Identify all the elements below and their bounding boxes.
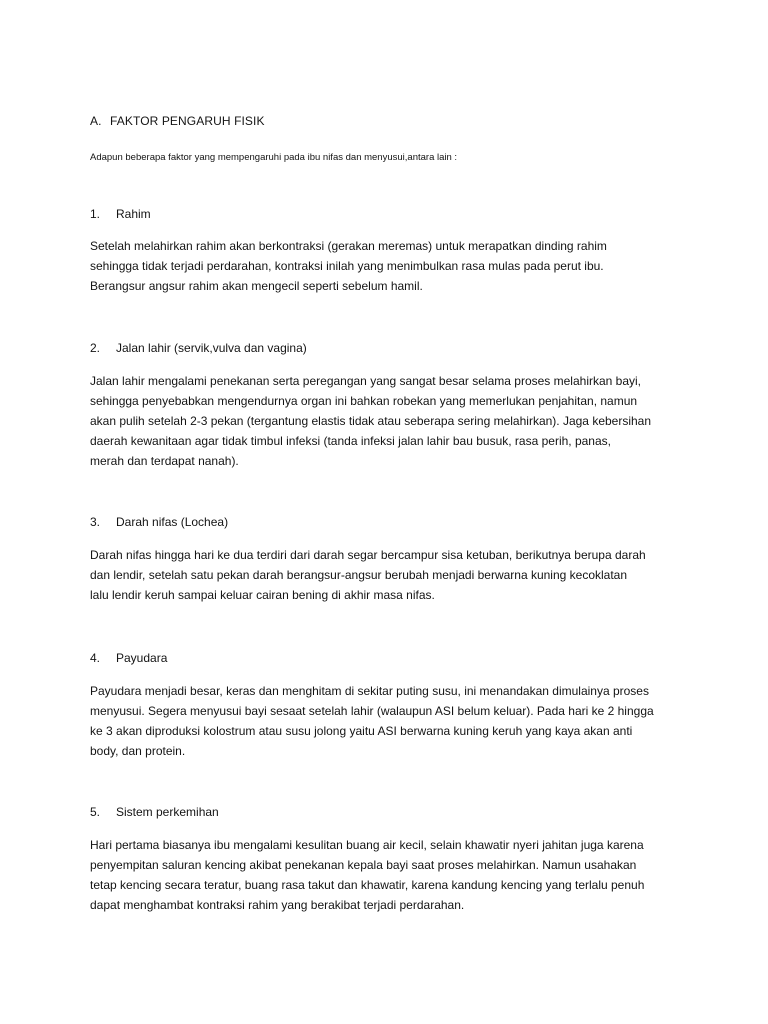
paragraph-line: akan pulih setelah 2-3 pekan (tergantung elastis tidak atau seberapa sering melahirkan). Jaga kebersihan — [90, 414, 652, 428]
subsection-title-text: Sistem perkemihan — [116, 805, 219, 819]
paragraph-line: dapat menghambat kontraksi rahim yang berakibat terjadi perdarahan. — [90, 898, 465, 912]
subsection-number: 4. — [90, 651, 101, 665]
subsection-title-jalan-lahir — [90, 341, 307, 355]
paragraph-line: Setelah melahirkan rahim akan berkontraksi (gerakan meremas) untuk merapatkan dinding rahim — [90, 239, 607, 253]
paragraph-darah-nifas — [90, 545, 690, 605]
subsection-number: 3. — [90, 515, 101, 529]
subsection-number: 2. — [90, 341, 101, 355]
paragraph-payudara — [90, 681, 690, 761]
paragraph-line: Hari pertama biasanya ibu mengalami kesulitan buang air kecil, selain khawatir nyeri jahitan juga karena — [90, 838, 644, 852]
subsection-title-rahim — [90, 207, 151, 221]
subsection-title-text: Rahim — [116, 207, 151, 221]
paragraph-line: ke 3 akan diproduksi kolostrum atau susu jolong yaitu ASI berwarna kuning keruh yang kaya akan anti — [90, 724, 633, 738]
subsection-title-text: Jalan lahir (servik,vulva dan vagina) — [116, 341, 307, 355]
paragraph-line: sehingga tidak terjadi perdarahan, kontraksi inilah yang menimbulkan rasa mulas pada perut ibu. — [90, 259, 604, 273]
paragraph-rahim — [90, 236, 690, 296]
subsection-number: 5. — [90, 805, 101, 819]
subsection-title-darah-nifas — [90, 515, 228, 529]
paragraph-line: lalu lendir keruh sampai keluar cairan bening di akhir masa nifas. — [90, 588, 435, 602]
paragraph-line: sehingga penyebabkan mengendurnya organ ini bahkan robekan yang memerlukan penjahitan, namun — [90, 394, 638, 408]
paragraph-line: tetap kencing secara teratur, buang rasa takut dan khawatir, karena kandung kencing yang terlalu penuh — [90, 878, 645, 892]
paragraph-line: body, dan protein. — [90, 744, 186, 758]
paragraph-line: merah dan terdapat nanah). — [90, 454, 239, 468]
paragraph-line: Darah nifas hingga hari ke dua terdiri dari darah segar bercampur sisa ketuban, berikutnya berupa darah — [90, 548, 646, 562]
intro-text: Adapun beberapa faktor yang mempengaruhi pada ibu nifas dan menyusui,antara lain : — [90, 152, 458, 163]
subsection-title-text: Darah nifas (Lochea) — [116, 515, 229, 529]
section-heading — [90, 114, 265, 128]
heading-number: A. — [90, 114, 102, 128]
paragraph-jalan-lahir — [90, 371, 690, 471]
paragraph-line: penyempitan saluran kencing akibat penekanan kepala bayi saat proses melahirkan. Namun usahakan — [90, 858, 637, 872]
paragraph-line: Jalan lahir mengalami penekanan serta peregangan yang sangat besar selama proses melahirkan bayi, — [90, 374, 642, 388]
paragraph-sistem-perkemihan — [90, 835, 690, 915]
subsection-title-sistem-perkemihan — [90, 805, 219, 819]
subsection-title-payudara — [90, 651, 167, 665]
paragraph-line: menyusui. Segera menyusui bayi sesaat setelah lahir (walaupun ASI belum keluar). Pada hari ke 2 hingga — [90, 704, 654, 718]
subsection-title-text: Payudara — [116, 651, 168, 665]
paragraph-line: daerah kewanitaan agar tidak timbul infeksi (tanda infeksi jalan lahir bau busuk, rasa perih, panas, — [90, 434, 611, 448]
paragraph-line: Payudara menjadi besar, keras dan menghitam di sekitar puting susu, ini menandakan dimulainya proses — [90, 684, 649, 698]
paragraph-line: Berangsur angsur rahim akan mengecil seperti sebelum hamil. — [90, 279, 423, 293]
heading-text: FAKTOR PENGARUH FISIK — [110, 114, 265, 128]
subsection-number: 1. — [90, 207, 101, 221]
paragraph-line: dan lendir, setelah satu pekan darah berangsur-angsur berubah menjadi berwarna kuning kecoklatan — [90, 568, 628, 582]
